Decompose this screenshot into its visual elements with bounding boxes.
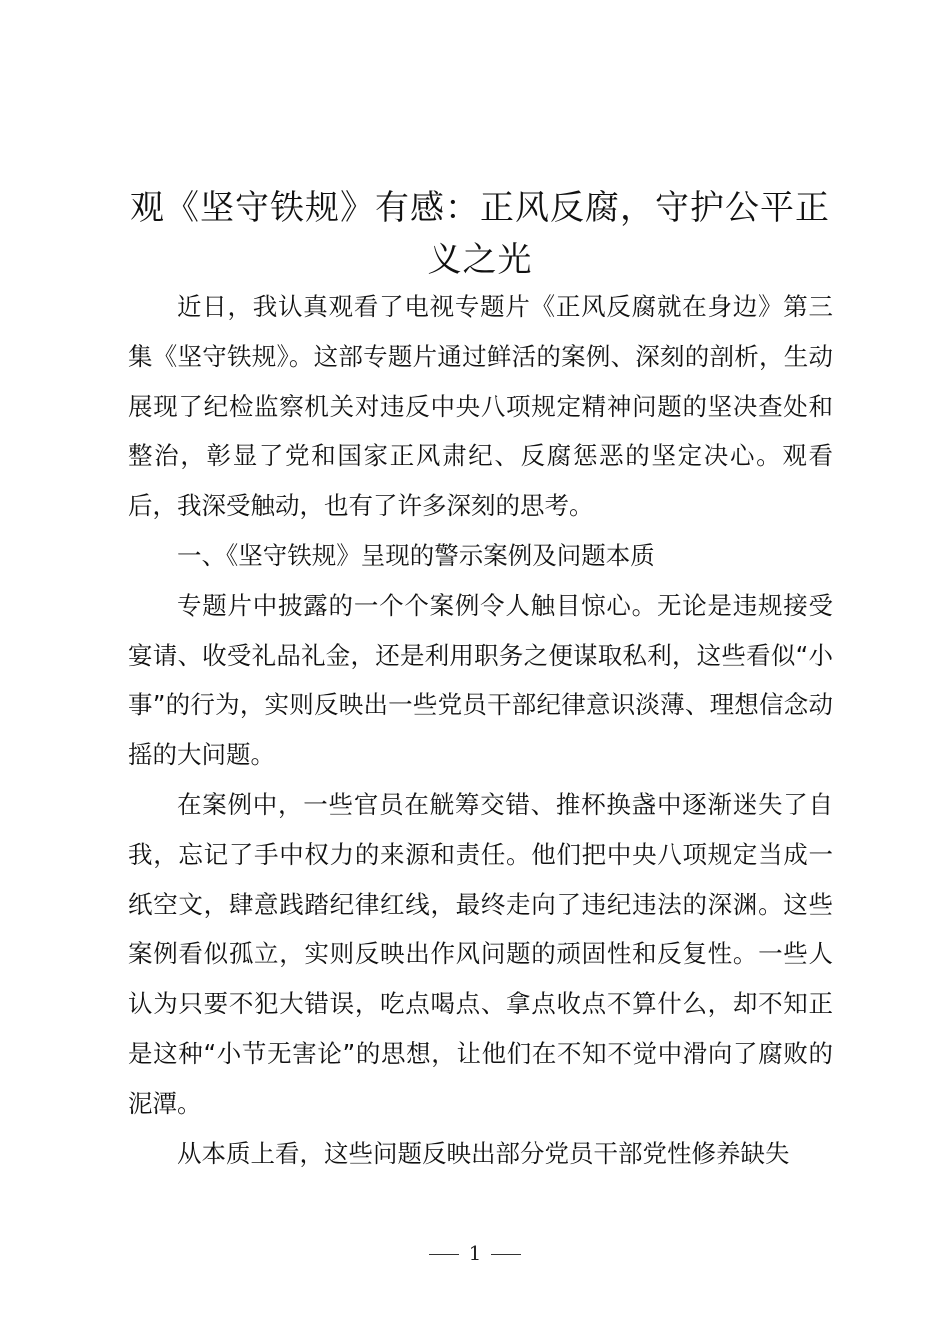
paragraph-analysis: 在案例中，一些官员在觥筹交错、推杯换盏中逐渐迷失了自我，忘记了手中权力的来源和责任。他们把中央八项规定当成一纸空文，肆意践踏纪律红线，最终走向了违纪违法的深渊。这些案例看似孤立，实则反映出作风问题的顽固性和反复性。一些人认为只要不犯大错误，吃点喝点、拿点收点不算什么，却不知正是这种“小节无害论”的思想，让他们在不知不觉中滑向了腐败的泥潭。 bbox=[128, 789, 833, 1118]
paragraph-cases: 专题片中披露的一个个案例令人触目惊心。无论是违规接受宴请、收受礼品礼金，还是利用职务之便谋取私利，这些看似“小事”的行为，实则反映出一些党员干部纪律意识淡薄、理想信念动摇的大问题。 bbox=[128, 590, 833, 770]
document-title: 观《坚守铁规》有感：正风反腐，守护公平正义之光 bbox=[130, 188, 830, 280]
page-footer bbox=[0, 1238, 950, 1268]
paragraph-essence: 从本质上看，这些问题反映出部分党员干部党性修养缺失 bbox=[177, 1138, 790, 1168]
document-body bbox=[128, 282, 833, 1178]
paragraph-intro: 近日，我认真观看了电视专题片《正风反腐就在身边》第三集《坚守铁规》。这部专题片通过鲜活的案例、深刻的剖析，生动展现了纪检监察机关对违反中央八项规定精神问题的坚决查处和整治，彰显了党和国家正风肃纪、反腐惩恶的坚定决心。观看后，我深受触动，也有了许多深刻的思考。 bbox=[128, 292, 833, 521]
footer-dash-left bbox=[429, 1254, 459, 1255]
section-heading: 一、《坚守铁规》呈现的警示案例及问题本质 bbox=[177, 540, 655, 570]
footer-dash-right bbox=[491, 1254, 521, 1255]
page-number: 1 bbox=[468, 1241, 482, 1265]
